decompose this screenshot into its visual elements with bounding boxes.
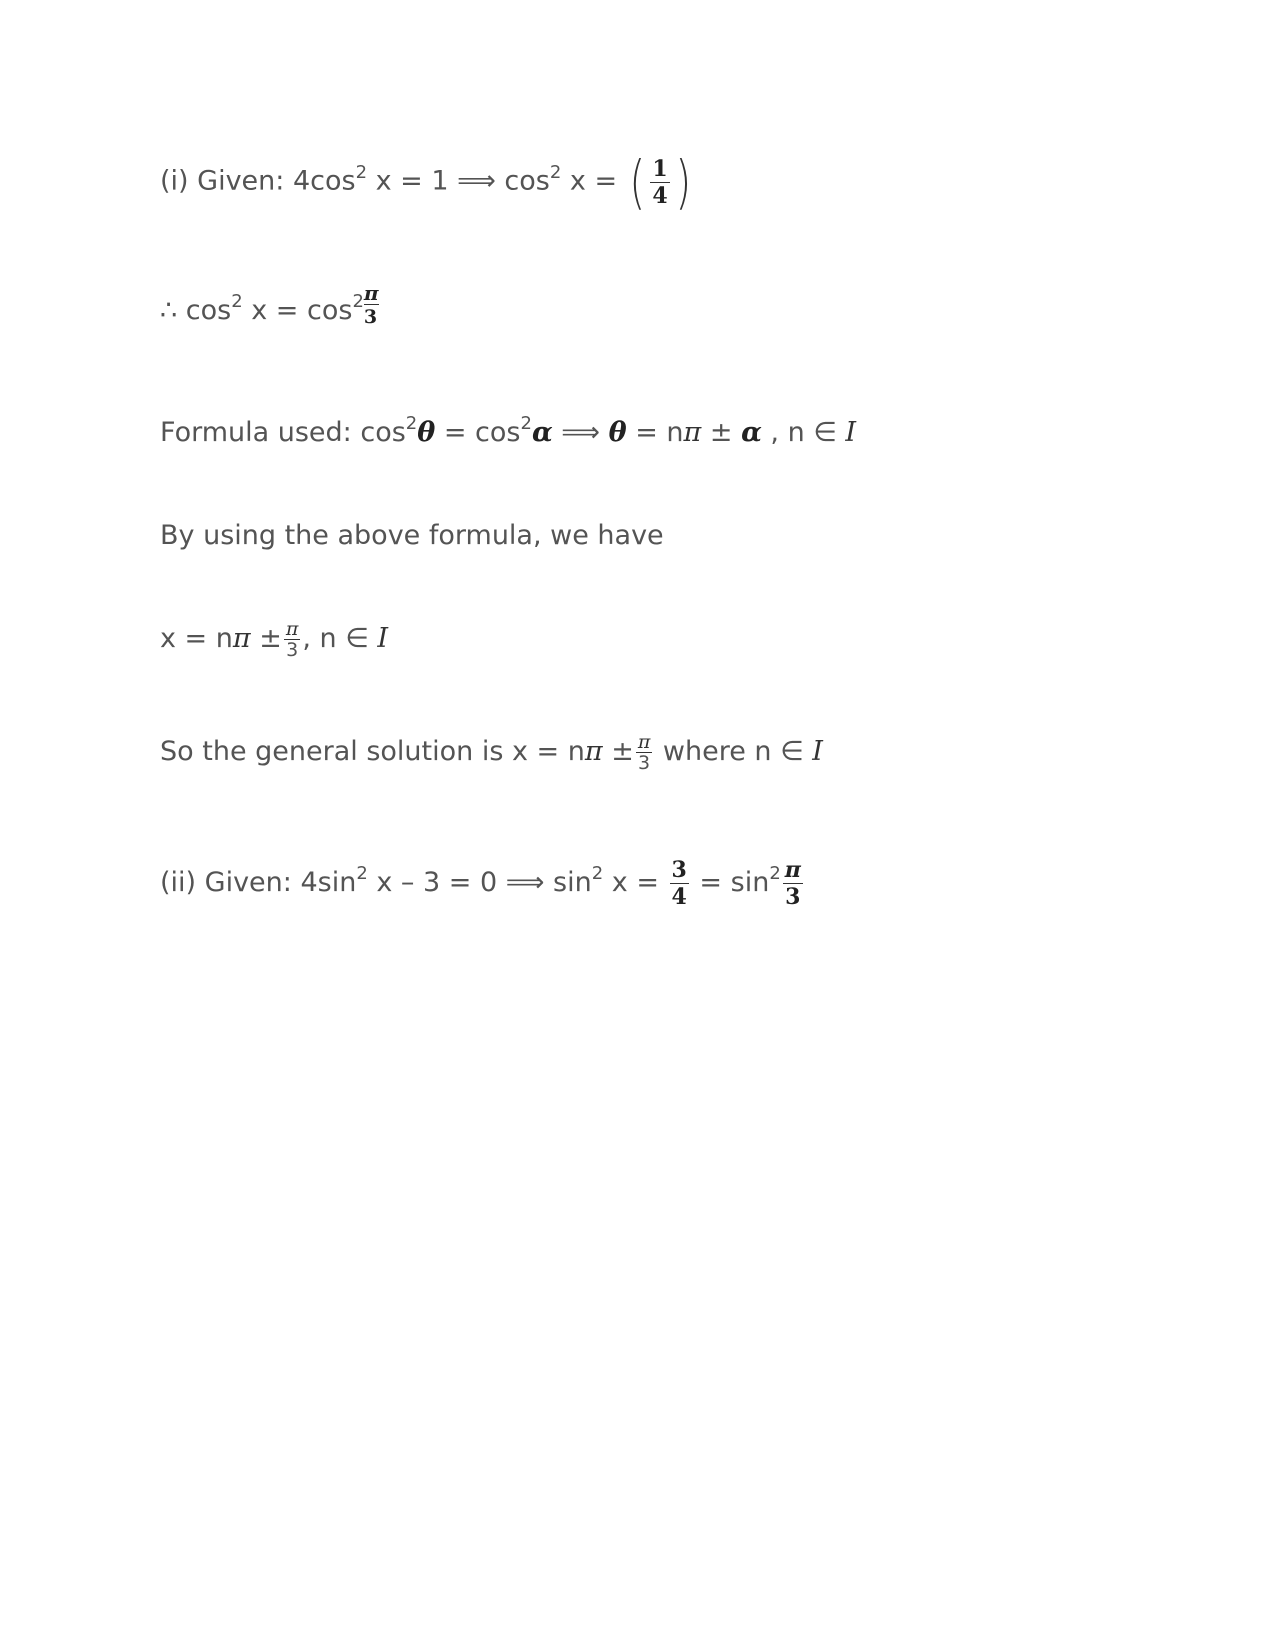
- text-segment: (ii) Given: 4sin: [160, 867, 357, 898]
- text-segment: x =: [561, 165, 626, 197]
- general-solution-line: [160, 732, 823, 773]
- exponent: 2: [231, 291, 243, 312]
- plus-minus: ±: [250, 623, 282, 654]
- fraction-pi-over-3: $\frac{\pi}{3}$: [363, 281, 379, 328]
- fraction-pi-over-3: $\frac{\pi}{3}$: [637, 731, 651, 774]
- exponent: 2: [405, 413, 418, 434]
- pi-symbol: π: [584, 736, 603, 767]
- integer-set-symbol: I: [812, 736, 823, 767]
- text-segment: By using the above formula, we have: [160, 520, 664, 551]
- pi-symbol: π: [683, 417, 702, 448]
- pi-symbol: π: [232, 623, 251, 654]
- exponent: 2: [520, 413, 532, 434]
- left-paren: (: [629, 148, 645, 216]
- text-segment: x = n: [160, 623, 233, 654]
- text-segment: Formula used: cos: [160, 417, 406, 448]
- text-segment: , n ∈: [761, 417, 846, 448]
- text-segment: = sin: [690, 867, 770, 898]
- exponent: 2: [591, 863, 604, 884]
- alpha-symbol: α: [531, 417, 553, 448]
- theta-symbol: θ: [608, 417, 627, 448]
- text-segment: where n ∈: [654, 736, 813, 767]
- alpha-symbol: α: [741, 417, 762, 448]
- theta-symbol: θ: [417, 417, 436, 448]
- text-segment: = n: [626, 417, 684, 448]
- text-segment: So the general solution is x = n: [160, 736, 585, 767]
- text-segment: x = cos: [242, 295, 353, 326]
- solution-line: [160, 619, 388, 660]
- exponent: 2: [769, 863, 781, 884]
- text-segment: x = 1 ⟹ cos: [367, 165, 550, 197]
- exponent: 2: [549, 161, 562, 183]
- text-segment: x =: [603, 867, 668, 898]
- exponent: 2: [352, 291, 364, 312]
- exponent: 2: [356, 863, 368, 884]
- text-segment: (i) Given: 4cos: [160, 165, 356, 197]
- fraction-one-quarter: $\frac{1}{4}$: [652, 155, 668, 209]
- text-segment: , n ∈: [302, 623, 378, 654]
- text-segment: ∴ cos: [160, 295, 232, 326]
- fraction-three-quarters: $\frac{3}{4}$: [671, 857, 687, 910]
- right-paren: ): [675, 148, 691, 216]
- text-segment: x – 3 = 0 ⟹ sin: [367, 867, 592, 898]
- therefore-line: [160, 281, 379, 335]
- implies-symbol: ⟹: [552, 417, 609, 448]
- explanation-line: [160, 516, 664, 556]
- given-line-i: [160, 148, 694, 216]
- formula-used-line: [160, 413, 856, 453]
- text-segment: = cos: [435, 417, 521, 448]
- text-segment: ±: [701, 417, 742, 448]
- given-line-ii: [160, 857, 805, 910]
- exponent: 2: [355, 161, 368, 183]
- plus-minus: ±: [602, 736, 634, 767]
- fraction-pi-over-3: $\frac{\pi}{3}$: [285, 618, 299, 661]
- integer-set-symbol: I: [377, 623, 388, 654]
- integer-set-symbol: I: [845, 417, 857, 448]
- fraction-pi-over-3: $\frac{\pi}{3}$: [784, 857, 801, 910]
